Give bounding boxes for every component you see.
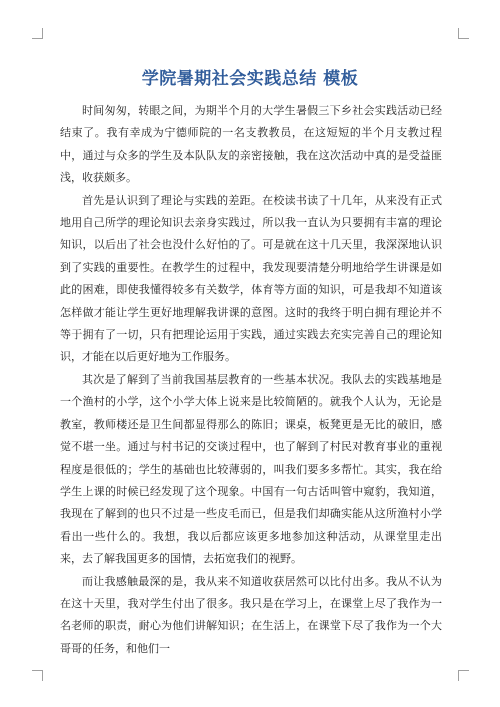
paragraph-2: 首先是认识到了理论与实践的差距。在校读书读了十几年，从来没有正式地用自己所学的理论知识去亲身实践过，所以我一直认为只要拥有丰富的理论知识，以后出了社会也没什么好怕的了。可是就在这十几天里，我深深地认识到了实践的重要性。在教学生的过程中，我发现要清楚分明地给学生讲课是如此的困难，即使我懂得较多有关数学，体育等方面的知识，可是我却不知道该怎样做才能让学生更好地理解我讲课的意图。这时的我终于明白拥有理论并不等于拥有了一切，只有把理论运用于实践，通过实践去充实完善自己的理论知识，才能在以后更好地为工作服务。 <box>60 193 442 364</box>
paragraph-4: 而让我感触最深的是，我从来不知道收获居然可以比付出多。我从不认为在这十天里，我对学生付出了很多。我只是在学习上，在课堂上尽了我作为一名老师的职责，耐心为他们讲解知识；在生活上，在课堂下尽了我作为一个大哥哥的任务，和他们一 <box>60 574 442 655</box>
paragraph-3: 其次是了解到了当前我国基层教育的一些基本状况。我队去的实践基地是一个渔村的小学，这个小学大体上说来是比较简陋的。就我个人认为，无论是教室，教师楼还是卫生间都显得那么的陈旧；课桌，板凳更是无比的破旧，感觉不堪一坐。通过与村书记的交谈过程中，也了解到了村民对教育事业的重视程度是很低的；学生的基础也比较薄弱的，叫我们要多多帮忙。其实，我在给学生上课的时候已经发现了这个现象。中国有一句古话叫管中窥豹，我知道，我现在了解到的也只不过是一些皮毛而已，但是我们却确实能从这所渔村小学看出一些什么的。我想，我以后都应该更多地参加这种活动，从课堂里走出来，去了解我国更多的国情，去拓宽我们的视野。 <box>60 372 442 566</box>
crop-mark-bottom-right <box>458 670 469 681</box>
document-body <box>60 100 442 660</box>
document-title: 学院暑期社会实践总结 模板 <box>141 69 359 89</box>
paragraph-1: 时间匆匆，转眼之间，为期半个月的大学生暑假三下乡社会实践活动已经结束了。我有幸成为宁德师院的一名支教教员，在这短短的半个月支教过程中，通过与众多的学生及本队队友的亲密接触，我在这次活动中真的是受益匪浅，收获颇多。 <box>60 104 442 185</box>
crop-mark-top-left <box>32 28 43 39</box>
crop-mark-bottom-left <box>32 670 43 681</box>
crop-mark-top-right <box>458 28 469 39</box>
